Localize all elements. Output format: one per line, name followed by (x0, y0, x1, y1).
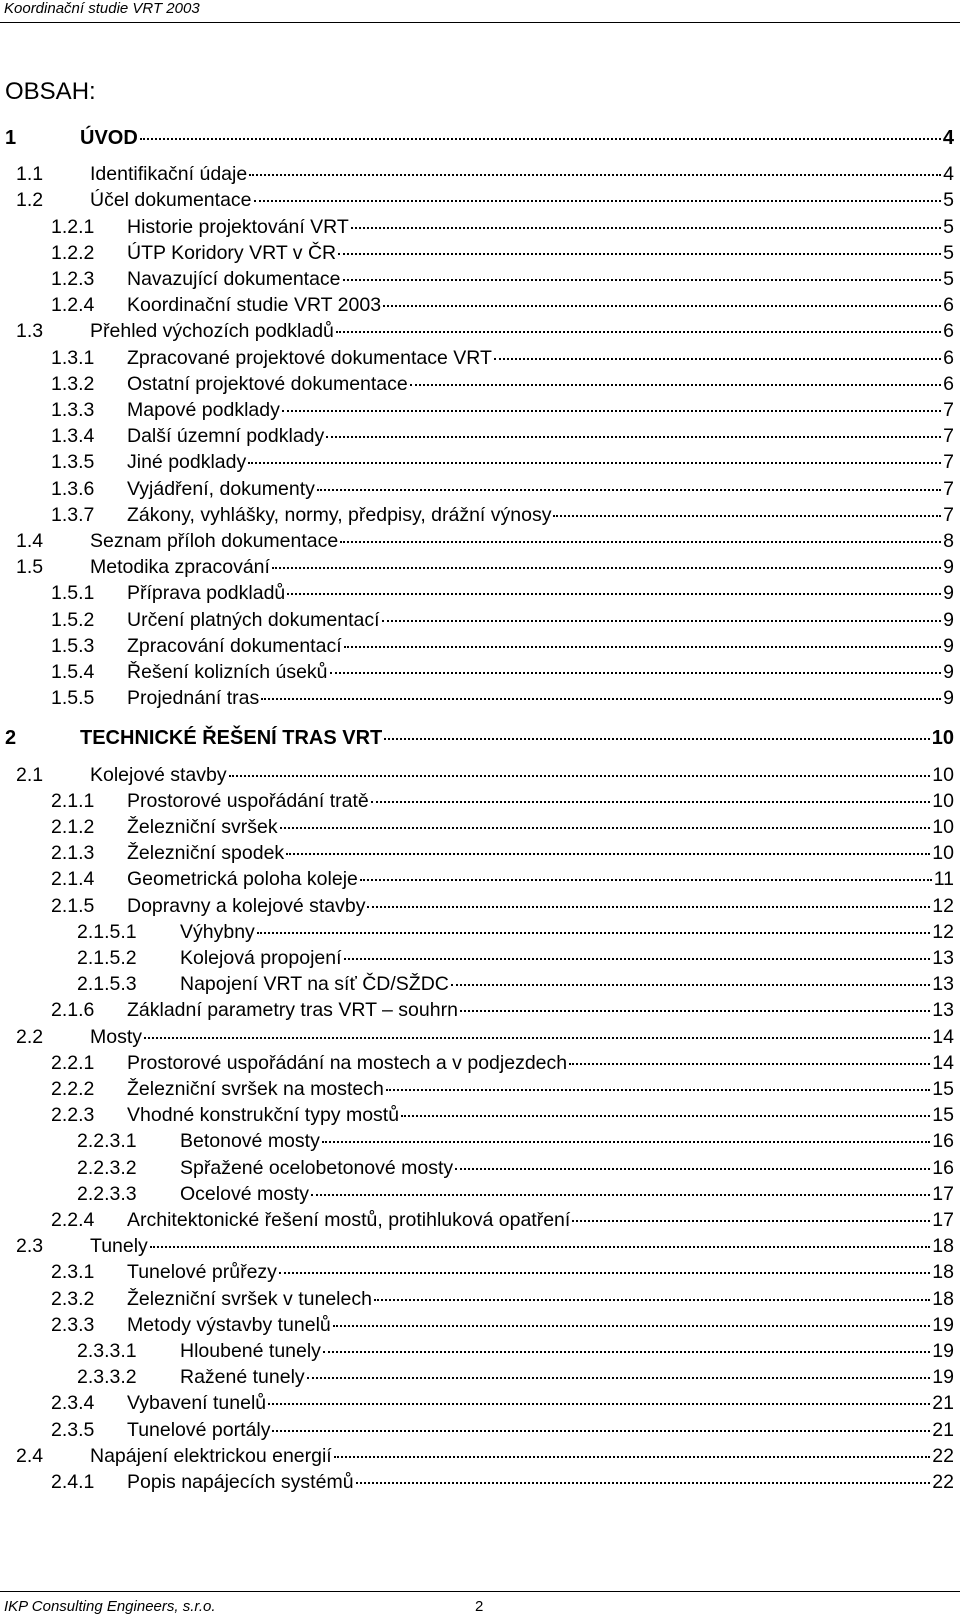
toc-entry-page: 6 (943, 294, 954, 317)
toc-entry[interactable] (51, 633, 954, 659)
toc-entry-number: 2.3.3.2 (77, 1366, 137, 1389)
toc-entry-title: Zpracování dokumentací (127, 634, 342, 657)
dot-leader (254, 200, 942, 202)
dot-leader (286, 853, 930, 855)
toc-entry-title: Geometrická poloha koleje (127, 868, 358, 891)
running-header (0, 0, 960, 23)
toc-entry-title: Určení platných dokumentací (127, 608, 380, 631)
toc-entry[interactable] (51, 1417, 954, 1443)
dot-leader (334, 1456, 931, 1458)
toc-entry-number: 1.2.1 (51, 215, 95, 238)
toc-entry-page: 7 (943, 503, 954, 526)
dot-leader (371, 801, 931, 803)
toc-entry-title: Metodika zpracování (90, 556, 270, 579)
toc-entry-number: 2.1.2 (51, 816, 95, 838)
toc-entry-title: Výhybny (180, 920, 255, 943)
toc-entry-page: 5 (943, 268, 954, 290)
toc-entry[interactable] (51, 1207, 954, 1233)
toc-entry-number: 1.3.2 (51, 372, 95, 395)
dot-leader (272, 567, 941, 569)
dot-leader (282, 410, 941, 412)
toc-entry-number: 2.3.5 (51, 1418, 95, 1441)
toc-entry-page: 22 (932, 1444, 954, 1467)
toc-entry-number: 1.3 (16, 320, 44, 343)
toc-entry[interactable] (51, 449, 954, 475)
dot-leader (229, 775, 931, 777)
toc-entry-title: Základní parametry tras VRT – souhrn (127, 999, 458, 1022)
dot-leader (572, 1220, 930, 1222)
toc-entry-title: Řešení kolizních úseků (127, 661, 328, 683)
toc-entry[interactable] (51, 397, 954, 423)
toc-entry-title: Další územní podklady (127, 425, 325, 448)
toc-entry-title: ÚVOD (80, 127, 138, 149)
toc-entry-page: 6 (943, 346, 954, 369)
dot-leader (333, 1325, 931, 1327)
toc-entry-page: 7 (943, 451, 954, 474)
dot-leader (386, 1089, 930, 1091)
toc-entry-number: 2.3.2 (51, 1287, 95, 1310)
toc-entry-title: Metody výstavby tunelů (127, 1313, 331, 1336)
toc-entry-page: 14 (932, 1025, 954, 1048)
toc-entry-page: 10 (932, 789, 954, 812)
footer-company: IKP Consulting Engineers, s.r.o. (4, 1598, 216, 1615)
toc-entry-page: 17 (932, 1182, 954, 1205)
toc-entry-number: 2.4.1 (51, 1471, 95, 1493)
toc-entry-page: 9 (943, 634, 954, 657)
toc-entry-page: 18 (932, 1261, 954, 1284)
toc-entry-number: 2.1.5.1 (77, 920, 137, 943)
toc-entry[interactable] (16, 554, 954, 580)
toc-entry[interactable] (51, 345, 954, 371)
toc-entry-page: 13 (932, 947, 954, 969)
dot-leader (382, 620, 942, 622)
dot-leader (323, 1351, 930, 1353)
toc-entry-page: 9 (943, 661, 954, 683)
dot-leader (261, 698, 941, 700)
toc-entry[interactable] (51, 788, 954, 814)
toc-entry[interactable] (51, 1259, 954, 1285)
toc-entry[interactable] (77, 945, 954, 971)
toc-entry-number: 1.3.5 (51, 451, 95, 474)
toc-entry-number: 1.2.2 (51, 241, 95, 264)
dot-leader (410, 384, 941, 386)
toc-entry-title: Ražené tunely (180, 1366, 305, 1389)
toc-entry-page: 19 (932, 1313, 954, 1336)
toc-entry-number: 1.5.5 (51, 687, 95, 710)
toc-entry[interactable] (51, 866, 954, 892)
toc-entry-title: Příprava podkladů (127, 582, 286, 605)
toc-entry-title: Betonové mosty (180, 1130, 320, 1153)
toc-entry-page: 16 (932, 1156, 954, 1179)
toc-entry-title: Projednání tras (127, 687, 260, 710)
toc-entry-page: 10 (932, 816, 954, 838)
header-text: Koordinační studie VRT 2003 (4, 0, 200, 17)
toc-entry-title: Tunely (90, 1235, 148, 1258)
toc-entry-page: 19 (932, 1340, 954, 1362)
dot-leader (494, 358, 941, 360)
toc-entry-number: 1.5.3 (51, 634, 95, 657)
toc-entry-title: Popis napájecích systémů (127, 1471, 354, 1493)
toc-entry-number: 2.4 (16, 1444, 44, 1467)
toc-entry[interactable] (16, 161, 954, 187)
toc-entry[interactable] (51, 1390, 954, 1416)
toc-entry-number: 2.3.1 (51, 1261, 95, 1284)
dot-leader (460, 1010, 930, 1012)
toc-entry-number: 2.3 (16, 1235, 44, 1258)
toc-entry-page: 6 (943, 372, 954, 395)
toc-entry-number: 2.1.1 (51, 789, 95, 812)
toc-entry[interactable] (5, 725, 954, 751)
toc-entry-number: 2.1 (16, 763, 44, 786)
toc-entry-page: 15 (932, 1078, 954, 1100)
toc-entry[interactable] (77, 971, 954, 997)
toc-entry-title: Kolejové stavby (90, 763, 227, 786)
toc-entry-number: 1.5.2 (51, 608, 95, 631)
toc-entry-title: Ostatní projektové dokumentace (127, 372, 408, 395)
dot-leader (343, 279, 942, 281)
toc-entry-title: Identifikační údaje (90, 163, 248, 186)
toc-entry-number: 1.3.1 (51, 346, 95, 369)
toc-entry-number: 1.5.1 (51, 582, 95, 605)
toc-entry[interactable] (16, 1024, 954, 1050)
toc-entry[interactable] (51, 1050, 954, 1076)
toc-entry-page: 9 (943, 687, 954, 710)
toc-entry-title: Jiné podklady (127, 451, 247, 474)
toc-entry-title: Vhodné konstrukční typy mostů (127, 1104, 400, 1127)
dot-leader (383, 305, 941, 307)
dot-leader (356, 1482, 931, 1484)
toc-entry-title: Hloubené tunely (180, 1340, 321, 1362)
toc-entry-page: 21 (932, 1418, 954, 1441)
dot-leader (268, 1403, 930, 1405)
toc-entry-number: 2.3.3.1 (77, 1340, 137, 1362)
toc-entry[interactable] (51, 814, 954, 840)
toc-entry-title: Koordinační studie VRT 2003 (127, 294, 382, 317)
toc-entry[interactable] (51, 580, 954, 606)
toc-entry-number: 2.1.5 (51, 894, 95, 917)
toc-entry-page: 13 (932, 973, 954, 996)
dot-leader (455, 1168, 930, 1170)
toc-entry-page: 15 (932, 1104, 954, 1127)
footer-page-number: 2 (475, 1598, 484, 1615)
toc-entry[interactable] (51, 292, 954, 318)
dot-leader (401, 1115, 930, 1117)
dot-leader (287, 593, 941, 595)
toc-entry-number: 1.3.4 (51, 425, 95, 448)
toc-entry[interactable] (51, 1286, 954, 1312)
toc-entry[interactable] (5, 125, 954, 151)
dot-leader (311, 1194, 930, 1196)
toc-entry-number: 2.2.1 (51, 1051, 95, 1074)
toc-entry-number: 2.2.2 (51, 1078, 95, 1100)
toc-entry[interactable] (51, 997, 954, 1023)
toc-entry-title: Kolejová propojení (180, 947, 342, 969)
toc-entry[interactable] (51, 240, 954, 266)
toc-entry-number: 1.3.6 (51, 477, 95, 500)
toc-entry-page: 17 (932, 1209, 954, 1231)
toc-entry-number: 1.2.3 (51, 268, 95, 290)
toc-entry[interactable] (77, 1155, 954, 1181)
toc-entry-number: 1.2.4 (51, 294, 95, 317)
toc-entry[interactable] (77, 1338, 954, 1364)
toc-entry-page: 10 (931, 727, 954, 750)
toc-entry-page: 7 (943, 477, 954, 500)
toc-title: OBSAH: (5, 78, 96, 105)
toc-entry-page: 16 (932, 1130, 954, 1153)
toc-entry-title: Mapové podklady (127, 399, 280, 421)
toc-entry-title: Tunelové průřezy (127, 1261, 277, 1284)
dot-leader (367, 906, 930, 908)
toc-entry-number: 1.1 (16, 163, 44, 186)
toc-entry-page: 18 (932, 1235, 954, 1258)
toc-entry-number: 2.3.4 (51, 1392, 95, 1415)
toc-entry-page: 5 (943, 241, 954, 264)
toc-entry-number: 2.1.3 (51, 842, 95, 865)
toc-entry-title: Ocelové mosty (180, 1182, 309, 1205)
dot-leader (451, 984, 930, 986)
dot-leader (374, 1299, 930, 1301)
toc-entry[interactable] (16, 762, 954, 788)
toc-entry-page: 10 (932, 842, 954, 865)
toc-entry-page: 10 (932, 763, 954, 786)
dot-leader (307, 1377, 931, 1379)
dot-leader (257, 932, 931, 934)
toc-entry-title: Přehled výchozích podkladů (90, 320, 334, 343)
dot-leader (351, 227, 941, 229)
toc-entry-number: 1.3.7 (51, 503, 95, 526)
toc-entry-title: Vyjádření, dokumenty (127, 477, 315, 500)
toc-entry[interactable] (51, 893, 954, 919)
toc-entry-number: 1.5.4 (51, 661, 95, 683)
toc-entry-page: 8 (943, 530, 954, 552)
toc-entry-number: 2 (5, 727, 17, 750)
dot-leader (140, 138, 941, 140)
toc-entry-title: Železniční svršek (127, 816, 278, 838)
toc-entry[interactable] (51, 214, 954, 240)
toc-entry-number: 2.1.6 (51, 999, 95, 1022)
toc-entry[interactable] (51, 476, 954, 502)
dot-leader (272, 1430, 930, 1432)
toc-entry[interactable] (51, 1469, 954, 1495)
toc-entry[interactable] (16, 187, 954, 213)
toc-entry[interactable] (16, 318, 954, 344)
dot-leader (553, 515, 941, 517)
dot-leader (279, 1272, 930, 1274)
toc-entry-page: 4 (943, 163, 954, 186)
toc-entry[interactable] (51, 840, 954, 866)
dot-leader (322, 1141, 930, 1143)
toc-entry[interactable] (51, 685, 954, 711)
toc-entry-number: 2.2.4 (51, 1209, 95, 1231)
toc-entry-title: Tunelové portály (127, 1418, 271, 1441)
toc-entry-number: 2.3.3 (51, 1313, 95, 1336)
toc-entry[interactable] (16, 528, 954, 554)
toc-entry[interactable] (16, 1443, 954, 1469)
toc-entry-number: 1.3.3 (51, 399, 95, 421)
dot-leader (384, 738, 930, 740)
toc-entry-title: Prostorové uspořádání tratě (127, 789, 369, 812)
toc-entry-title: Napájení elektrickou energií (90, 1444, 332, 1467)
dot-leader (336, 331, 941, 333)
toc-entry-page: 13 (932, 999, 954, 1022)
toc-entry[interactable] (51, 1312, 954, 1338)
toc-entry-page: 12 (932, 894, 954, 917)
toc-entry[interactable] (51, 266, 954, 292)
toc-entry-title: Účel dokumentace (90, 189, 252, 212)
toc-entry[interactable] (51, 607, 954, 633)
toc-entry-title: Spřažené ocelobetonové mosty (180, 1156, 454, 1179)
toc-entry-number: 2.1.5.2 (77, 947, 137, 969)
toc-entry-number: 2.2.3 (51, 1104, 95, 1127)
toc-entry-page: 14 (932, 1051, 954, 1074)
toc-entry-title: Železniční spodek (127, 842, 285, 865)
toc-entry-number: 1.4 (16, 530, 44, 552)
toc-entry[interactable] (51, 1076, 954, 1102)
toc-entry-page: 9 (943, 582, 954, 605)
dot-leader (344, 646, 942, 648)
toc-entry[interactable] (77, 1364, 954, 1390)
toc-entry[interactable] (51, 371, 954, 397)
toc-entry-page: 18 (932, 1287, 954, 1310)
toc-entry-title: Napojení VRT na síť ČD/SŽDC (180, 973, 449, 996)
toc-entry-number: 2.2.3.1 (77, 1130, 137, 1153)
toc-entry-title: Vybavení tunelů (127, 1392, 267, 1415)
dot-leader (249, 174, 941, 176)
toc-entry[interactable] (77, 1128, 954, 1154)
toc-entry-page: 12 (932, 920, 954, 943)
toc-entry-page: 7 (943, 425, 954, 448)
toc-entry-page: 5 (943, 189, 954, 212)
toc-entry-number: 2.2.3.2 (77, 1156, 137, 1179)
dot-leader (569, 1063, 930, 1065)
toc-entry-title: Prostorové uspořádání na mostech a v podjezdech (127, 1051, 568, 1074)
toc-entry-number: 2.1.5.3 (77, 973, 137, 996)
dot-leader (317, 489, 941, 491)
dot-leader (338, 253, 941, 255)
toc-entry-title: Navazující dokumentace (127, 268, 341, 290)
toc-entry-title: Dopravny a kolejové stavby (127, 894, 366, 917)
dot-leader (248, 462, 941, 464)
dot-leader (150, 1246, 930, 1248)
dot-leader (326, 436, 941, 438)
toc-entry-title: Historie projektování VRT (127, 215, 349, 238)
toc-entry-number: 1 (5, 127, 17, 149)
toc-entry-title: Zpracované projektové dokumentace VRT (127, 346, 492, 369)
toc-entry[interactable] (51, 423, 954, 449)
toc-entry-page: 7 (943, 399, 954, 421)
toc-entry-page: 19 (932, 1366, 954, 1389)
toc-entry-number: 1.2 (16, 189, 44, 212)
toc-entry-title: ÚTP Koridory VRT v ČR (127, 241, 337, 264)
toc-entry[interactable] (16, 1233, 954, 1259)
toc-entry-page: 21 (932, 1392, 954, 1415)
toc-entry-title: Zákony, vyhlášky, normy, předpisy, drážní výnosy (127, 503, 552, 526)
toc-entry[interactable] (77, 1181, 954, 1207)
toc-entry-page: 9 (943, 608, 954, 631)
toc-entry-number: 2.1.4 (51, 868, 95, 891)
toc-entry-title: Mosty (90, 1025, 143, 1048)
running-footer (0, 1591, 960, 1618)
dot-leader (144, 1037, 930, 1039)
toc-entry-page: 11 (933, 868, 954, 891)
toc-entry-number: 2.2 (16, 1025, 44, 1048)
toc-entry-title: Železniční svršek v tunelech (127, 1287, 372, 1310)
toc-entry-page: 5 (943, 215, 954, 238)
toc-entry-title: Železniční svršek na mostech (127, 1078, 384, 1100)
toc-entry-number: 1.5 (16, 556, 44, 579)
toc-entry[interactable] (77, 919, 954, 945)
dot-leader (344, 958, 931, 960)
dot-leader (360, 879, 932, 881)
toc-entry-page: 9 (943, 556, 954, 579)
toc-entry[interactable] (51, 659, 954, 685)
toc-entry[interactable] (51, 1102, 954, 1128)
dot-leader (330, 672, 942, 674)
toc-entry-title: Seznam příloh dokumentace (90, 530, 339, 552)
toc-entry-title: Architektonické řešení mostů, protihluková opatření (127, 1209, 571, 1231)
toc-entry[interactable] (51, 502, 954, 528)
dot-leader (340, 541, 941, 543)
toc-entry-page: 4 (942, 127, 954, 149)
toc-entry-title: TECHNICKÉ ŘEŠENÍ TRAS VRT (80, 727, 383, 750)
toc-entry-page: 6 (943, 320, 954, 343)
toc-entry-number: 2.2.3.3 (77, 1182, 137, 1205)
toc-entry-page: 22 (932, 1471, 954, 1493)
dot-leader (280, 827, 931, 829)
